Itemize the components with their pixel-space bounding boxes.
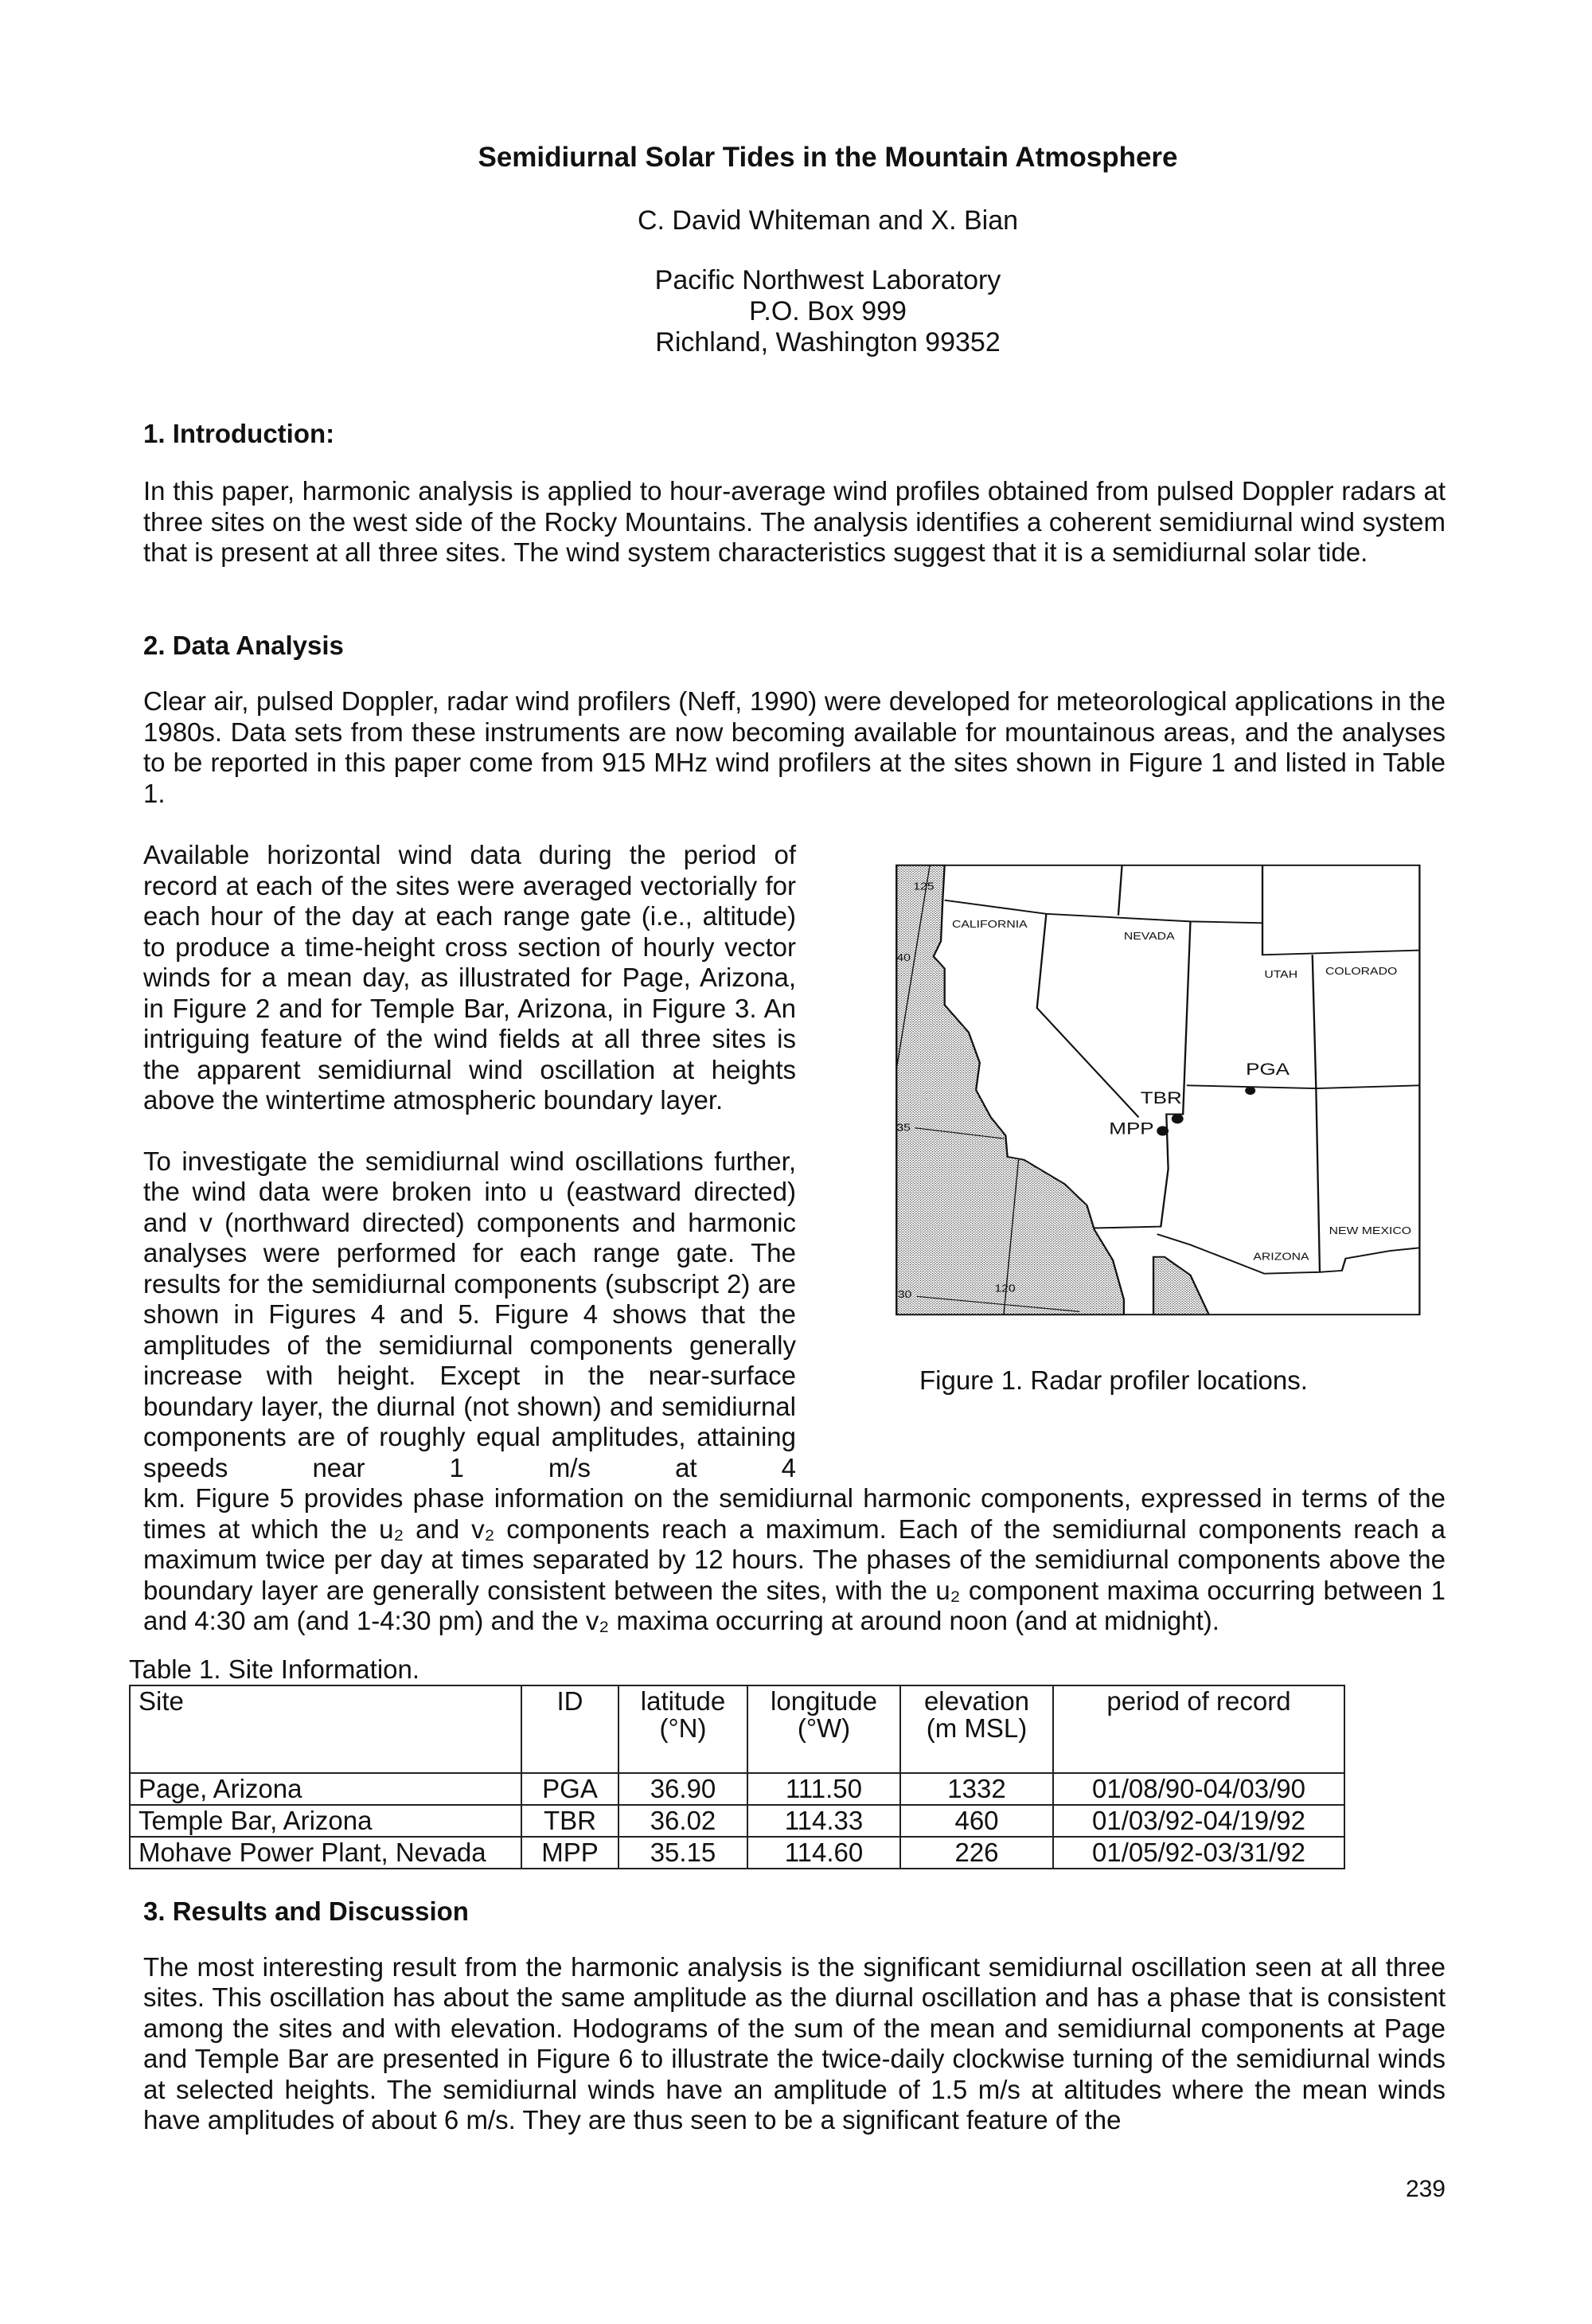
table-cell: 111.50 xyxy=(747,1773,900,1805)
table-cell: 35.15 xyxy=(618,1837,747,1869)
section-heading-data-analysis: 2. Data Analysis xyxy=(143,631,344,660)
table-cell: 114.33 xyxy=(747,1805,900,1837)
figure-1-caption: Figure 1. Radar profiler locations. xyxy=(919,1365,1308,1395)
state-label-utah: UTAH xyxy=(1264,969,1298,981)
site-label-tbr: TBR xyxy=(1140,1088,1182,1108)
graticule-label: 120 xyxy=(994,1283,1016,1295)
affiliation-line: P.O. Box 999 xyxy=(749,296,907,326)
table-cell: 36.90 xyxy=(618,1773,747,1805)
graticule-label: 30 xyxy=(897,1289,912,1301)
authors: C. David Whiteman and X. Bian xyxy=(637,205,1019,236)
table-cell: TBR xyxy=(521,1805,618,1837)
state-label-california: CALIFORNIA xyxy=(951,919,1028,931)
table-header-row xyxy=(130,1685,1344,1773)
table-row xyxy=(130,1773,1344,1805)
table-cell: 36.02 xyxy=(618,1805,747,1837)
table-cell: 114.60 xyxy=(747,1837,900,1869)
table-header: Site xyxy=(130,1685,521,1773)
table-header: period of record xyxy=(1053,1685,1344,1773)
state-label-nevada: NEVADA xyxy=(1123,931,1175,943)
table-header: longitude (°W) xyxy=(747,1685,900,1773)
table-cell: 226 xyxy=(900,1837,1053,1869)
table-header: ID xyxy=(521,1685,618,1773)
site-label-pga: PGA xyxy=(1246,1060,1290,1080)
table-cell: 1332 xyxy=(900,1773,1053,1805)
graticule-label: 35 xyxy=(896,1122,911,1135)
graticule-label: 125 xyxy=(913,881,935,892)
results-paragraph: The most interesting result from the harmonic analysis is the significant semidiurnal oscillation seen at all three sites. This oscillation has about the same amplitude as the diurnal oscillation and has a phase that is consistent among the sites and with elevation. Hodograms of the sum of the mean and semidiurnal components at Page and Temple Bar are presented in Figure 6 to illustrate the twice-daily clockwise turning of the semidiurnal winds at selected heights. The semidiurnal winds have an amplitude of 1.5 m/s at altitudes where the mean winds have amplitudes of about 6 m/s. They are thus seen to be a significant feature of the xyxy=(143,1951,1446,2135)
table-cell: 01/03/92-04/19/92 xyxy=(1053,1805,1344,1837)
table-cell: Mohave Power Plant, Nevada xyxy=(130,1837,521,1869)
state-label-arizona: ARIZONA xyxy=(1253,1251,1309,1264)
table-header: latitude (°N) xyxy=(618,1685,747,1773)
table-cell: MPP xyxy=(521,1837,618,1869)
table-cell: 460 xyxy=(900,1805,1053,1837)
site-marker-pga xyxy=(1245,1086,1255,1095)
site-information-table xyxy=(129,1685,1345,1869)
section-heading-results: 3. Results and Discussion xyxy=(143,1896,469,1926)
affiliation-line: Pacific Northwest Laboratory xyxy=(654,265,1001,295)
table-header: elevation (m MSL) xyxy=(900,1685,1053,1773)
page-number: 239 xyxy=(1405,2175,1446,2202)
site-marker-mpp xyxy=(1157,1126,1169,1135)
section-heading-introduction: 1. Introduction: xyxy=(143,419,335,448)
table-cell: Page, Arizona xyxy=(130,1773,521,1805)
affiliation-line: Richland, Washington 99352 xyxy=(655,327,1001,357)
data-analysis-paragraph-2: Available horizontal wind data during the period of record at each of the sites were averaged vectorially for each hour of the day at each range gate (i.e., altitude) to produce a time-height cross section of hourly vector winds for a mean day, as illustrated for Page, Arizona, in Figure 2 and for Temple Bar, Arizona, in Figure 3. An intriguing feature of the wind fields at all three sites is the apparent semidiurnal wind oscillation at heights above the wintertime atmospheric boundary layer. xyxy=(143,840,796,1115)
data-analysis-paragraph-3b: km. Figure 5 provides phase information on the semidiurnal harmonic components, expressed in terms of the times at which the u₂ and v₂ components reach a maximum. Each of the semidiurnal components reach a maximum twice per day at times separated by 12 hours. The phases of the semidiurnal components above the boundary layer are generally consistent between the sites, with the u₂ component maxima occurring between 1 and 4:30 am (and 1-4:30 pm) and the v₂ maxima occurring at around noon (and at midnight). xyxy=(143,1483,1446,1635)
table-cell: 01/08/90-04/03/90 xyxy=(1053,1773,1344,1805)
site-label-mpp: MPP xyxy=(1109,1119,1154,1139)
site-marker-tbr xyxy=(1172,1114,1184,1123)
table-row xyxy=(130,1805,1344,1837)
figure-1-map xyxy=(895,862,1423,1318)
state-label-new-mexico: NEW MEXICO xyxy=(1329,1225,1412,1237)
data-analysis-paragraph-1: Clear air, pulsed Doppler, radar wind profilers (Neff, 1990) were developed for meteorological applications in the 1980s. Data sets from these instruments are now becoming available for mountainous areas, and the analyses to be reported in this paper come from 915 MHz wind profilers at the sites shown in Figure 1 and listed in Table 1. xyxy=(143,686,1446,808)
table-row xyxy=(130,1837,1344,1869)
paper-title: Semidiurnal Solar Tides in the Mountain Atmosphere xyxy=(478,142,1178,173)
affiliation xyxy=(0,265,1592,358)
introduction-paragraph: In this paper, harmonic analysis is applied to hour-average wind profiles obtained from pulsed Doppler radars at three sites on the west side of the Rocky Mountains. The analysis identifies a coherent semidiurnal wind system that is present at all three sites. The wind system characteristics suggest that it is a semidiurnal solar tide. xyxy=(143,476,1446,567)
data-analysis-paragraph-3a: To investigate the semidiurnal wind oscillations further, the wind data were broken into u (eastward directed) and v (northward directed) components and harmonic analyses were performed for each range gate. The results for the semidiurnal components (subscript 2) are shown in Figures 4 and 5. Figure 4 shows that the amplitudes of the semidiurnal components generally increase with height. Except in the near-surface boundary layer, the diurnal (not shown) and semidiurnal components are of roughly equal amplitudes, attaining speeds near 1 m/s at 4 xyxy=(143,1146,796,1482)
state-label-colorado: COLORADO xyxy=(1325,966,1398,978)
table-cell: Temple Bar, Arizona xyxy=(130,1805,521,1837)
table-cell: PGA xyxy=(521,1773,618,1805)
table-cell: 01/05/92-03/31/92 xyxy=(1053,1837,1344,1869)
graticule-label: 40 xyxy=(896,952,911,964)
table-1-caption: Table 1. Site Information. xyxy=(129,1654,420,1684)
